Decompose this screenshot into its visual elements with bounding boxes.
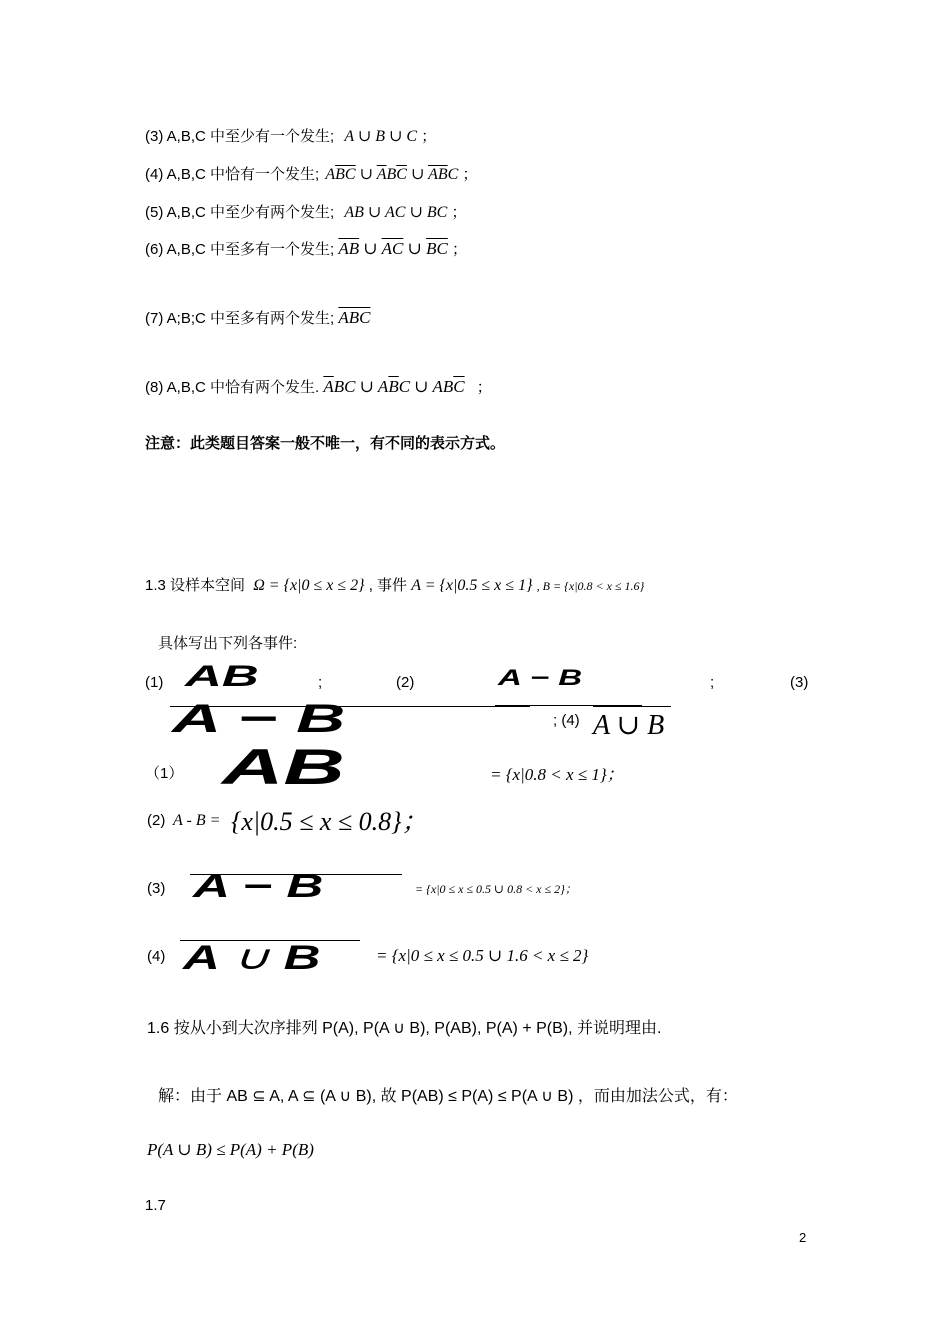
item-5-label: (5) A,B,C 中至少有两个发生; <box>145 204 335 221</box>
item-3-expr: A ∪ B ∪ C <box>344 128 418 145</box>
q13-statement <box>145 574 644 595</box>
item-6-label: (6) A,B,C 中至多有一个发生; <box>145 241 335 258</box>
item-3-label: (3) A,B,C 中至少有一个发生; <box>145 128 335 145</box>
ans4-label: (4) <box>147 948 166 965</box>
item-8 <box>145 376 492 397</box>
q13-semi-2: ; <box>710 674 715 691</box>
ans2-set: {x|0.5 ≤ x ≤ 0.8}； <box>231 807 428 836</box>
ans1-expr: AB <box>222 739 345 795</box>
item-7 <box>145 307 370 328</box>
item-8-expr: $\overline{A}BC$ ∪ $A\overline{B}C$ ∪ $AB\overline{C}$ <box>323 377 465 396</box>
q13-omega: Ω = {x|0 ≤ x ≤ 2} <box>253 577 365 594</box>
q13-semi-1: ; <box>318 674 323 691</box>
item-4-tail: ； <box>462 166 478 183</box>
item-4-expr: $A\overline{B}\overline{C}$ ∪ $\overline{A}B\overline{C}$ ∪ $\overline{A}\overline{B}C$ <box>325 166 459 183</box>
ans2-label: (2) <box>147 812 166 829</box>
ans1-set: = {x|0.8 < x ≤ 1}； <box>490 765 624 784</box>
item-5-tail: ； <box>451 204 467 221</box>
item-5-expr: AB ∪ AC ∪ BC <box>344 204 448 221</box>
q17-heading: 1.7 <box>145 1197 166 1214</box>
q13-event-label: , 事件 <box>368 577 408 594</box>
q13-p4-bar <box>593 706 671 707</box>
q13-p3: (3) <box>790 674 809 691</box>
item-8-label: (8) A,B,C 中恰有两个发生. <box>145 379 320 396</box>
ans4-expr: A ∪ B <box>183 939 321 977</box>
item-6 <box>145 238 467 259</box>
item-7-expr: $\overline{ABC}$ <box>338 308 371 327</box>
page-number: 2 <box>799 1230 807 1245</box>
ans3-expr: A − B <box>193 868 324 904</box>
q16-text: 1.6 按从小到大次序排列 P(A), P(A ∪ B), P(AB), P(A) + P(B), 并说明理由. <box>147 1020 662 1037</box>
item-3-tail: ； <box>421 128 437 145</box>
ans3-set: = {x|0 ≤ x ≤ 0.5 ∪ 0.8 < x ≤ 2}； <box>415 882 577 896</box>
item-6-tail: ； <box>451 241 467 258</box>
item-3 <box>145 125 436 146</box>
item-4 <box>145 163 478 184</box>
ans4-set: = {x|0 ≤ x ≤ 0.5 ∪ 1.6 < x ≤ 2} <box>376 946 589 965</box>
q13-B-def: , B = {x|0.8 < x ≤ 1.6} <box>536 579 645 593</box>
ans3-label: (3) <box>147 880 166 897</box>
item-4-label: (4) A,B,C 中恰有一个发生; <box>145 166 320 183</box>
q13-p1-expr: AB <box>185 660 259 693</box>
q16-solution: 解：由于 AB ⊆ A, A ⊆ (A ∪ B), 故 P(AB) ≤ P(A) ≤ P(A ∪ B) ，而由加法公式，有： <box>158 1088 738 1105</box>
q13-prefix: 1.3 设样本空间 <box>145 577 246 594</box>
q13-p1: (1) <box>145 674 164 691</box>
item-6-expr: $\overline{A}\overline{B}$ ∪ $\overline{A}\overline{C}$ ∪ $\overline{B}\overline{C}$ <box>338 239 448 258</box>
ans2-lhs: A - B = <box>173 812 221 829</box>
ans1-label: （1） <box>145 765 184 782</box>
q16-result: P(A ∪ B) ≤ P(A) + P(B) <box>147 1140 314 1159</box>
item-8-tail: ； <box>476 379 492 396</box>
q13-A-def: A = {x|0.5 ≤ x ≤ 1} <box>411 577 533 594</box>
note: 注意：此类题目答案一般不唯一，有不同的表示方式。 <box>145 435 506 452</box>
q13-instruction: 具体写出下列各事件: <box>158 635 298 652</box>
q13-p3-expr: A − B <box>172 697 346 741</box>
q13-p2-expr: A − B <box>498 665 583 690</box>
q13-p4-expr: A ∪ B <box>593 710 665 741</box>
q13-p4: ; (4) <box>553 712 580 729</box>
q13-p2: (2) <box>396 674 415 691</box>
item-5 <box>145 201 467 222</box>
item-7-label: (7) A;B;C 中至多有两个发生; <box>145 310 335 327</box>
